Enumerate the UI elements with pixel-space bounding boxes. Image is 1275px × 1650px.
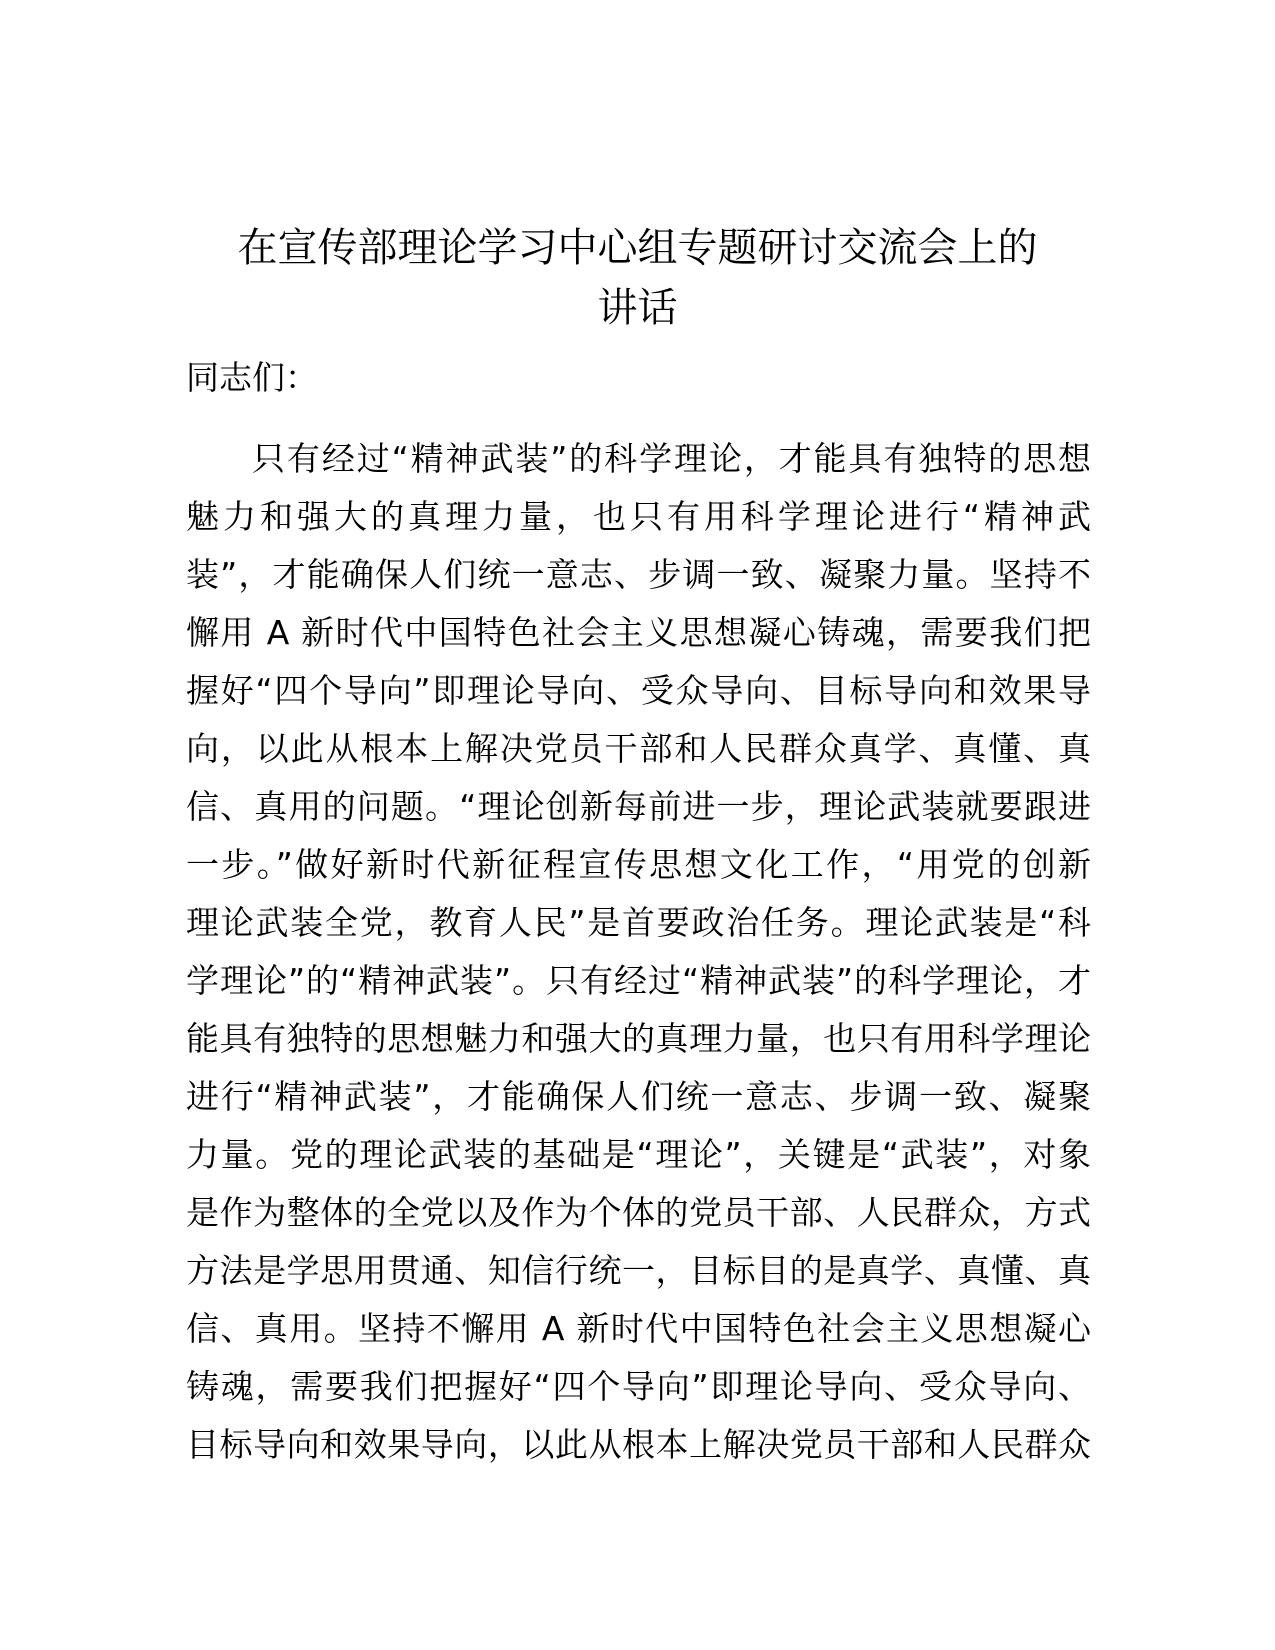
body-line: 理论武装全党，教育人民”是首要政治任务。理论武装是“科 [186, 903, 1091, 942]
body-line: 握好“四个导向”即理论导向、受众导向、目标导向和效果导 [186, 671, 1091, 710]
body-line: 学理论”的“精神武装”。只有经过“精神武装”的科学理论，才 [186, 961, 1091, 1000]
body-line: 是作为整体的全党以及作为个体的党员干部、人民群众，方式 [186, 1193, 1091, 1232]
body-line: 进行“精神武装”，才能确保人们统一意志、步调一致、凝聚 [186, 1077, 1091, 1116]
document-title [180, 218, 1095, 338]
body-line: 能具有独特的思想魅力和强大的真理力量，也只有用科学理论 [186, 1019, 1091, 1058]
title-line-2: 讲话 [597, 285, 678, 331]
body-line: 力量。党的理论武装的基础是“理论”，关键是“武装”，对象 [186, 1135, 1091, 1174]
body-line: 魅力和强大的真理力量，也只有用科学理论进行“精神武 [186, 497, 1091, 536]
body-line: 懈用 A 新时代中国特色社会主义思想凝心铸魂，需要我们把 [186, 613, 1091, 652]
body-line: 装”，才能确保人们统一意志、步调一致、凝聚力量。坚持不 [186, 555, 1091, 594]
body-line: 铸魂，需要我们把握好“四个导向”即理论导向、受众导向、 [186, 1367, 1091, 1406]
body-line: 目标导向和效果导向，以此从根本上解决党员干部和人民群众 [186, 1425, 1091, 1464]
body-line: 信、真用的问题。“理论创新每前进一步，理论武装就要跟进 [186, 787, 1091, 826]
body-line: 一步。”做好新时代新征程宣传思想文化工作，“用党的创新 [186, 845, 1091, 884]
title-line-1: 在宣传部理论学习中心组专题研讨交流会上的 [237, 225, 1038, 271]
body-paragraph [186, 430, 1091, 1474]
body-line: 只有经过“精神武装”的科学理论，才能具有独特的思想 [252, 439, 1091, 478]
salutation: 同志们： [186, 358, 318, 397]
body-line: 方法是学思用贯通、知信行统一，目标目的是真学、真懂、真 [186, 1251, 1091, 1290]
body-line: 信、真用。坚持不懈用 A 新时代中国特色社会主义思想凝心 [186, 1309, 1091, 1348]
body-line: 向，以此从根本上解决党员干部和人民群众真学、真懂、真 [186, 729, 1091, 768]
